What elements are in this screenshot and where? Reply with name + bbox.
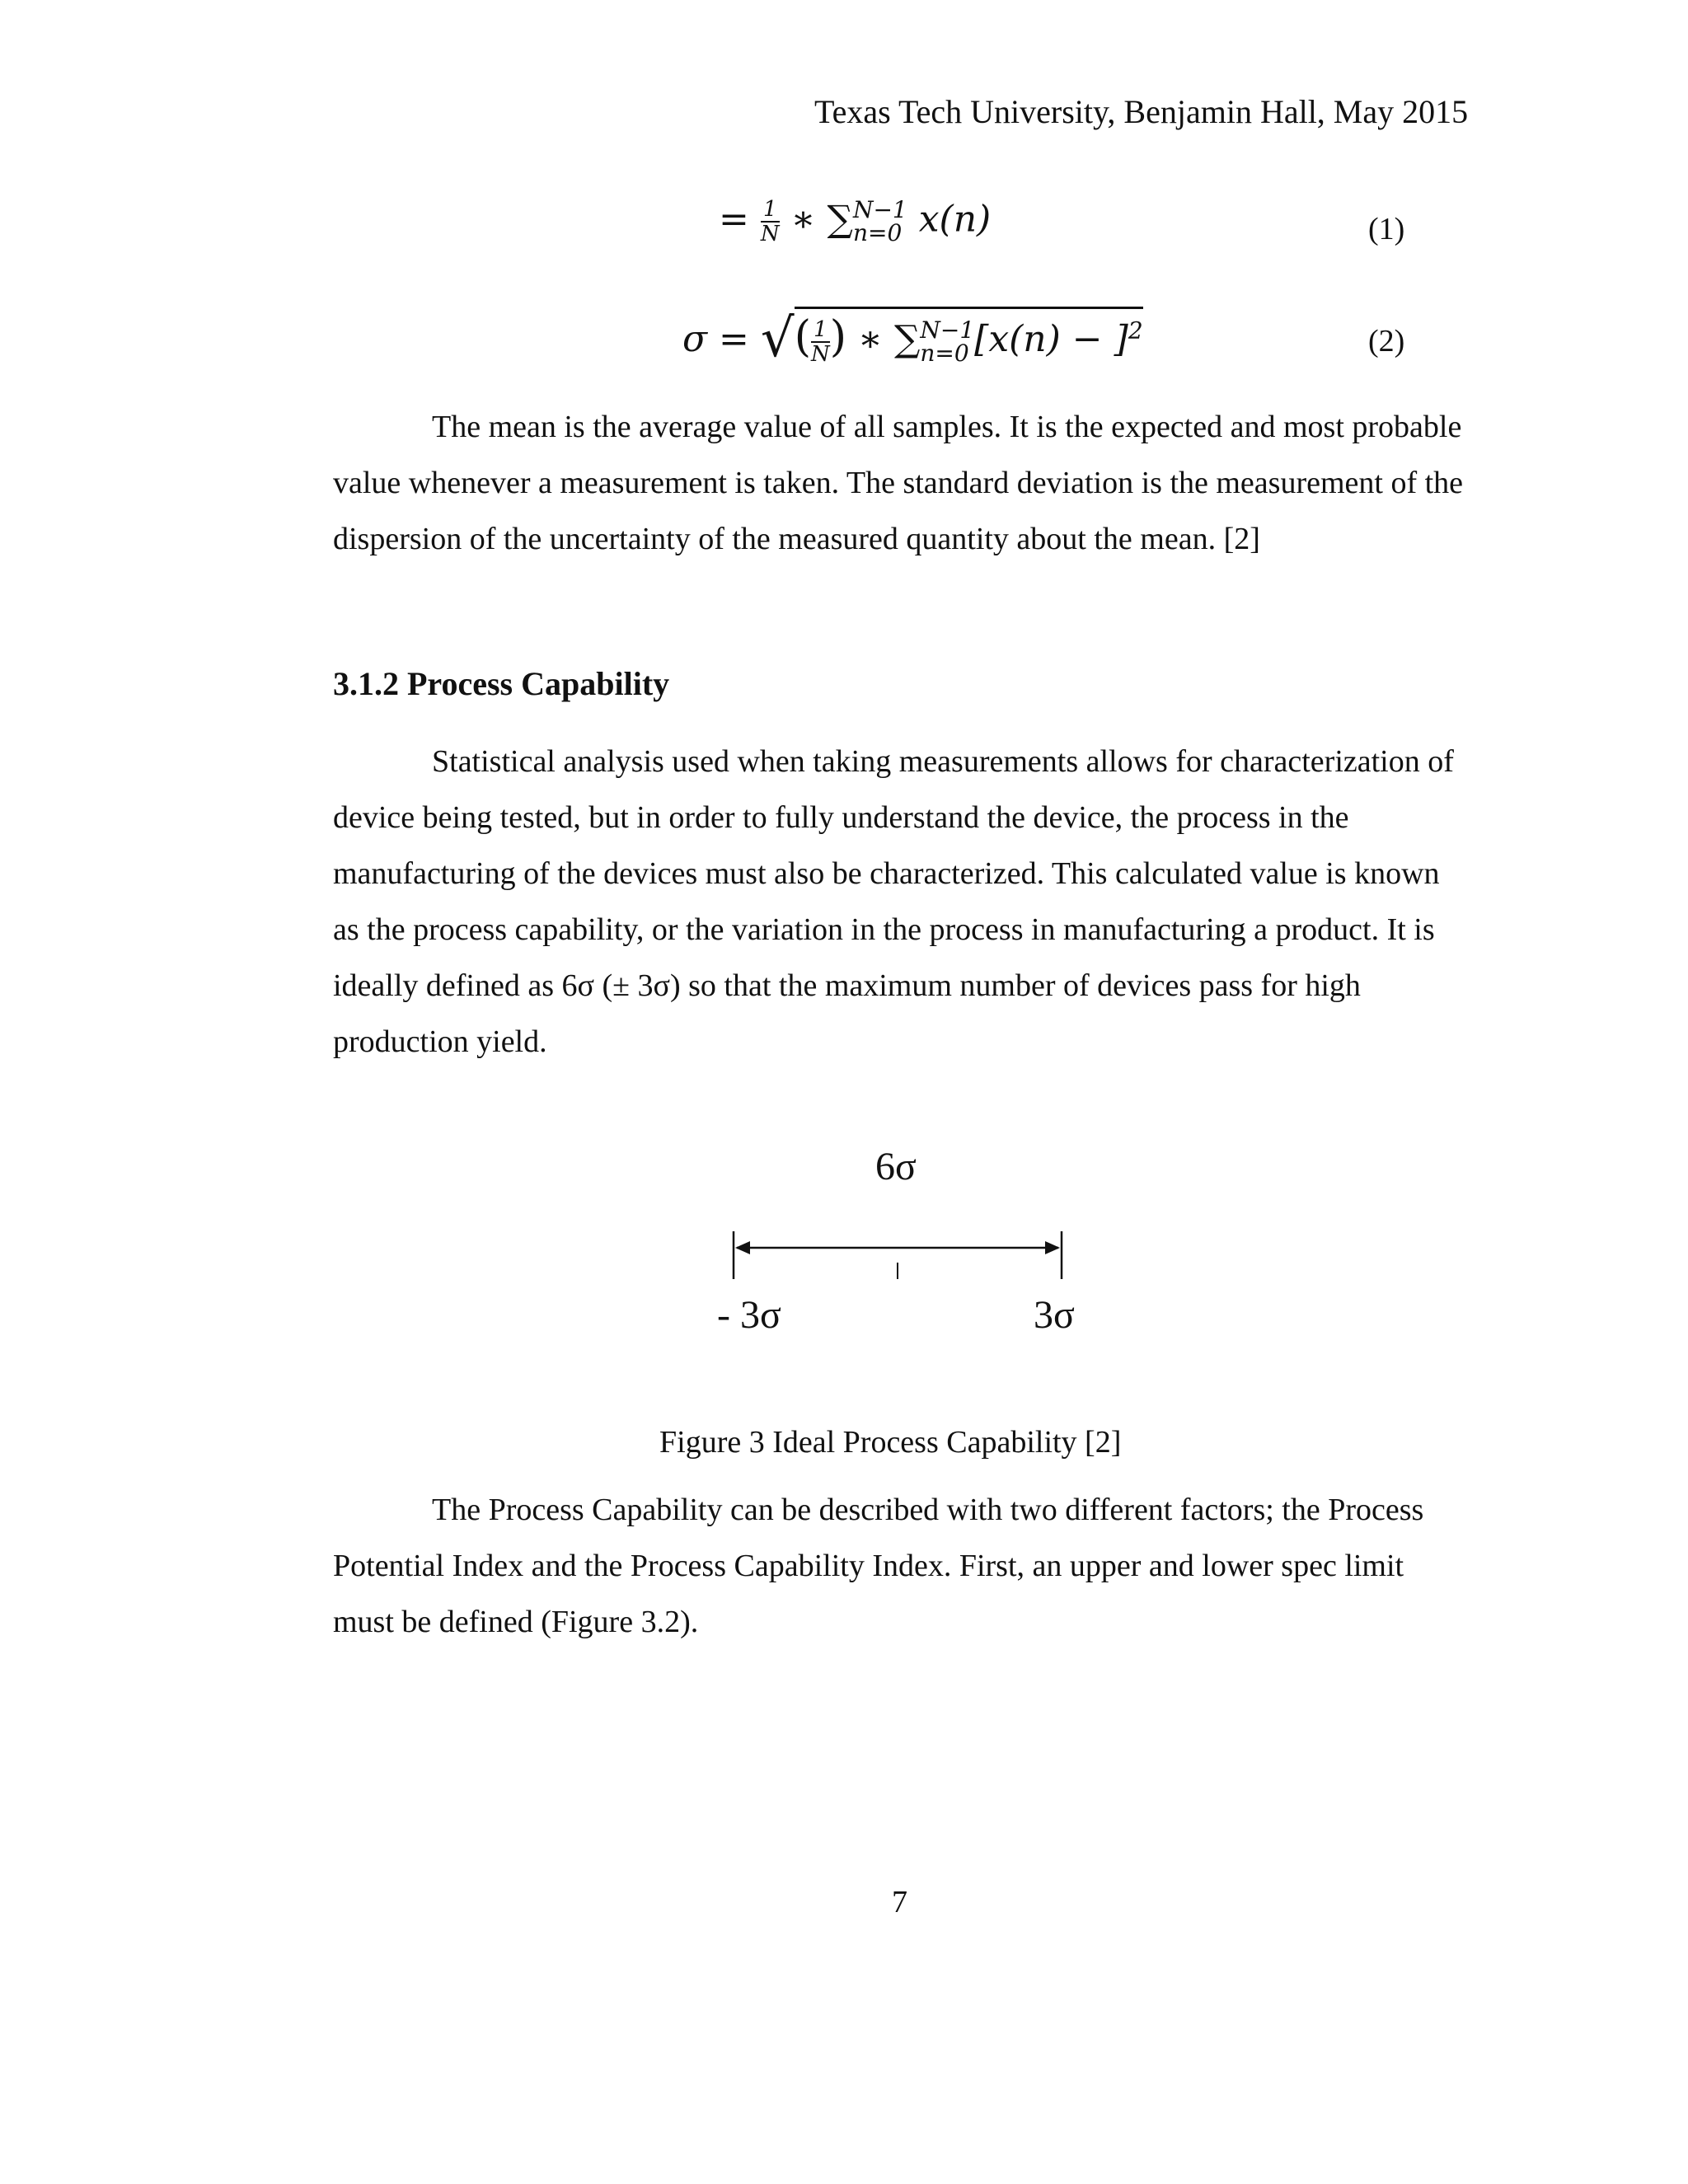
equation-2-fraction [811,318,830,366]
section-heading: 3.1.2 Process Capability [333,665,670,702]
equation-1-term: x(n) [918,198,992,241]
equation-2-term: [x(n) − ] [974,318,1128,360]
page-number: 7 [892,1885,907,1919]
radical-sign: √ [760,308,795,369]
equation-1-sum-upper: N−1 [852,196,907,223]
equation-2-lhs: σ [682,318,708,360]
figure-label-plus-three-sigma: 3σ [1034,1293,1075,1337]
equation-1-sum-lower: n=0 [852,219,903,246]
equation-2-power: 2 [1128,316,1143,344]
figure-label-six-sigma: 6σ [875,1145,917,1188]
figure-caption: Figure 3 Ideal Process Capability [2] [659,1425,1122,1460]
equation-2-sum-upper: N−1 [920,316,975,344]
equation-1: = $\frac{1}{N}$ ∗ ∑ N−1 n=0 x(n) [719,196,992,246]
equation-2-number: (2) [1368,324,1405,359]
figure-range-diagram [725,1228,1071,1294]
equation-1-op: ∗ [790,198,816,241]
equation-2-sum-lower: n=0 [920,339,969,367]
left-arrowhead [735,1241,750,1254]
right-arrowhead [1045,1241,1060,1254]
equation-1-fraction [761,198,780,246]
paragraph-process-capability: Statistical analysis used when taking measurements allows for characterization of device being tested, but in order to fully understand the device, the process in the manufacturing of the devices must also be characterized. This calculated value is known as the process capability, or the variation in the process in manufacturing a product. It is ideally defined as 6σ (± 3σ) so that the maximum number of devices pass for high production yield. [333,744,1454,1059]
equation-1-number: (1) [1368,212,1405,246]
running-head: Texas Tech University, Benjamin Hall, May 2015 [814,93,1469,130]
equation-2-sum: ∑ [893,318,921,360]
paragraph-capability-indices: The Process Capability can be described with two different factors; the Process Potential Index and the Process Capability Index. First, an upper and lower spec limit must be defined (Figure 3.2). [333,1493,1424,1639]
equation-2: σ = √( $\frac{1}{N}$ ) ∗ ∑ N−1 n=0 $[x(n) - ]^2$ [682,308,1143,369]
equation-2-frac-num: 1 [811,318,830,343]
paragraph-mean-std: The mean is the average value of all samples. It is the expected and most probable value whenever a measurement is taken. The standard deviation is the measurement of the dispersion of the uncertainty of the measured quantity about the mean. [2] [333,410,1464,556]
equation-2-frac-den: N [811,341,830,367]
figure-label-minus-three-sigma: - 3σ [717,1293,781,1337]
equation-1-frac-den: N [760,222,780,246]
equation-2-op: ∗ [858,318,883,360]
equation-1-frac-num: 1 [761,198,780,223]
equation-1-sum: ∑ [827,198,853,241]
